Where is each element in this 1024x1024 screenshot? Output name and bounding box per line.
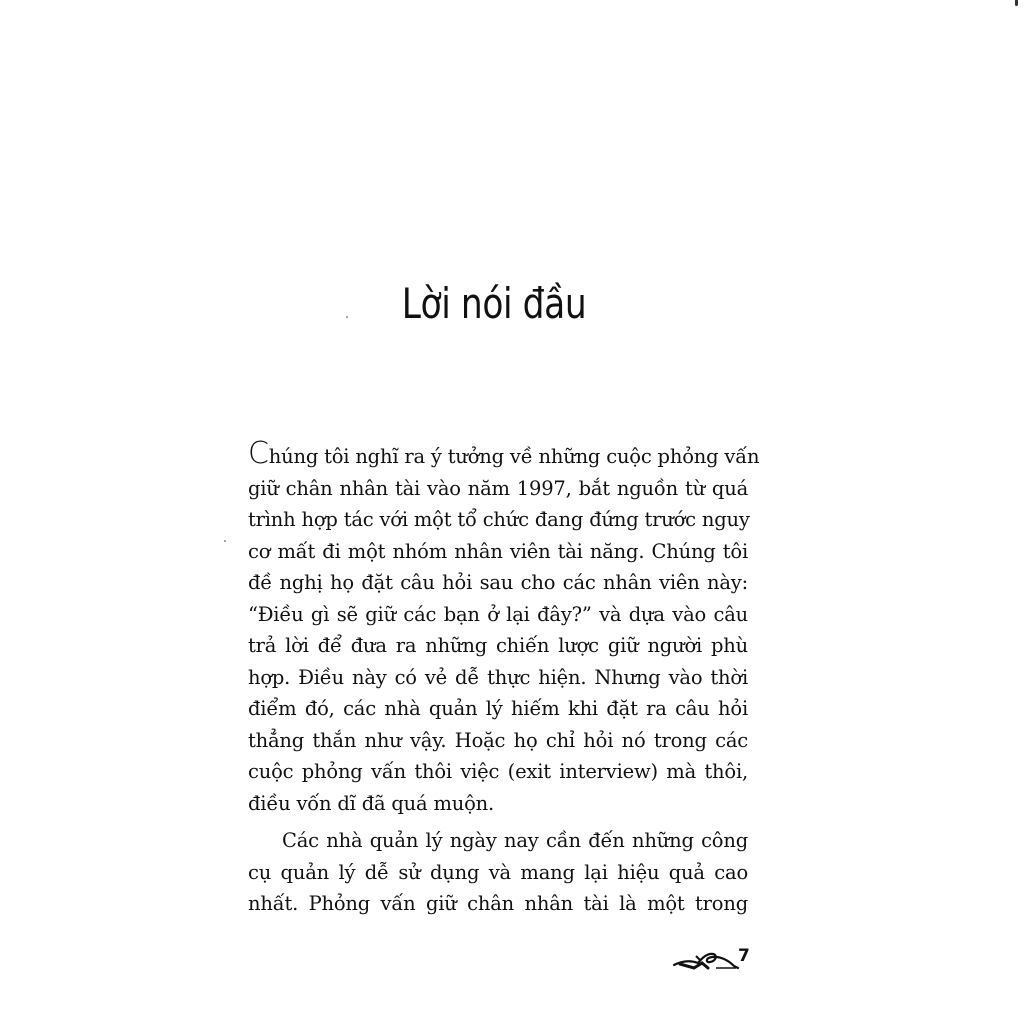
text-line: điều vốn dĩ đã quá muộn. <box>248 791 495 815</box>
drop-cap: C <box>248 436 269 471</box>
text-line: giữ chân nhân tài vào năm 1997, bắt nguồn từ quá <box>248 476 748 500</box>
text-line <box>248 436 760 473</box>
text-line: đề nghị họ đặt câu hỏi sau cho các nhân viên này: <box>248 571 748 594</box>
text-line: cuộc phỏng vấn thôi việc (exit interview) mà thôi, <box>248 760 748 783</box>
page-number: 7 <box>738 946 750 966</box>
line-text: húng tôi nghĩ ra ý tưởng về những cuộc phỏng vấn <box>268 445 760 468</box>
text-line: Các nhà quản lý ngày nay cần đến những công <box>282 829 748 852</box>
paragraph <box>248 436 760 819</box>
text-line: cụ quản lý dễ sử dụng và mang lại hiệu quả cao <box>248 860 748 884</box>
body-text <box>248 436 760 920</box>
text-line: điểm đó, các nhà quản lý hiếm khi đặt ra câu hỏi <box>248 697 748 720</box>
text-line: hợp. Điều này có vẻ dễ thực hiện. Nhưng vào thời <box>248 665 748 689</box>
text-line: nhất. Phỏng vấn giữ chân nhân tài là một trong <box>248 892 748 915</box>
text-line: “Điều gì sẽ giữ các bạn ở lại đây?” và dựa vào câu <box>248 602 748 626</box>
text-line: cơ mất đi một nhóm nhân viên tài năng. Chúng tôi <box>248 539 748 563</box>
text-line: thẳng thắn như vậy. Hoặc họ chỉ hỏi nó trong các <box>248 728 748 752</box>
chapter-title: Lời nói đầu <box>401 279 587 328</box>
text-line: trình hợp tác với một tổ chức đang đứng trước nguy <box>248 508 750 531</box>
paragraph <box>248 825 748 920</box>
scan-speck <box>224 540 226 542</box>
text-line: trả lời để đưa ra những chiến lược giữ người phù <box>248 634 748 657</box>
scan-corner-mark <box>1015 0 1018 6</box>
